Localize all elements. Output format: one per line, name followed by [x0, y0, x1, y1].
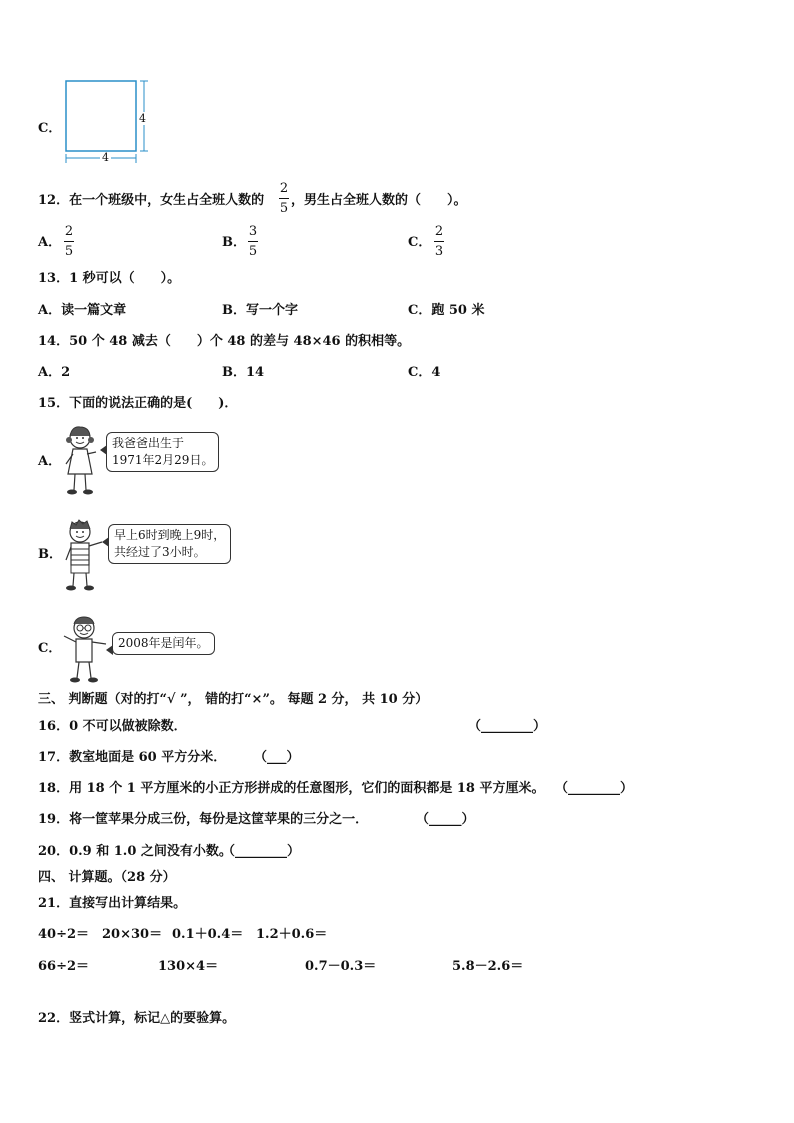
section4-heading: 四、 计算题。（28 分）	[38, 870, 176, 885]
q12-option-b-label[interactable]: B．	[222, 235, 246, 250]
q12-option-c-fraction	[434, 225, 444, 258]
q15-option-c-bubble	[112, 632, 215, 655]
q21-row2-item3: 0.7－0.3＝	[305, 959, 377, 974]
q12-fraction	[279, 182, 289, 215]
q12-option-a-num: 2	[64, 224, 74, 239]
q12-option-b-num: 3	[248, 224, 258, 239]
q15-option-b-bubble	[108, 524, 231, 564]
q21-row2-item1: 66÷2＝	[38, 959, 90, 974]
q14-option-b[interactable]: B．14	[222, 365, 265, 380]
q13-text: 13．1 秒可以（ ）。	[38, 271, 181, 286]
q22-text: 22．竖式计算，标记△的要验算。	[38, 1011, 236, 1026]
q12-option-b-fraction	[248, 225, 258, 258]
q13-option-b[interactable]: B．写一个字	[222, 303, 298, 318]
q21-row1-item1: 40÷2＝	[38, 927, 90, 942]
q16-text: 16．0 不可以做被除数．	[38, 719, 187, 734]
q15-text: 15．下面的说法正确的是( )．	[38, 396, 238, 411]
q15-option-b-line2: 共经过了3小时。	[114, 545, 206, 559]
q15-option-a-line1: 我爸爸出生于	[112, 436, 185, 450]
q12-text-before: 12．在一个班级中，女生占全班人数的	[38, 193, 265, 208]
q14-option-a[interactable]: A．2	[38, 365, 71, 380]
q16-blank[interactable]: （________）	[468, 719, 547, 734]
q21-row2-item4: 5.8－2.6＝	[452, 959, 524, 974]
q21-row1-item2: 20×30＝	[102, 927, 163, 942]
square-side-right-label: 4	[139, 112, 146, 125]
q11-option-c-label: C．	[38, 121, 62, 136]
q12-option-c-label[interactable]: C．	[408, 235, 432, 250]
q21-row2-item2: 130×4＝	[158, 959, 219, 974]
q15-option-c-line1: 2008年是闰年。	[118, 636, 209, 650]
q15-option-a-bubble	[106, 432, 219, 472]
q14-option-c[interactable]: C．4	[408, 365, 441, 380]
q12-option-a-fraction	[64, 225, 74, 258]
q20-blank[interactable]: （________）	[222, 844, 301, 859]
q15-option-b-line1: 早上6时到晚上9时，	[114, 528, 226, 542]
q17-text: 17．教室地面是 60 平方分米．	[38, 750, 227, 765]
q17-blank[interactable]: （___）	[254, 750, 300, 765]
q12-option-c-num: 2	[434, 224, 444, 239]
section3-heading: 三、 判断题（对的打“√ ”， 错的打“×”。 每题 2 分， 共 10 分）	[38, 692, 429, 707]
q12-fraction-den: 5	[279, 201, 289, 216]
q20-text: 20．0.9 和 1.0 之间没有小数。	[38, 844, 232, 859]
q15-option-b-label[interactable]: B．	[38, 547, 62, 562]
q13-option-a[interactable]: A．读一篇文章	[38, 303, 127, 318]
q12-option-b-den: 5	[248, 244, 258, 259]
q18-blank[interactable]: （________）	[555, 781, 634, 796]
q19-text: 19．将一筐苹果分成三份，每份是这筐苹果的三分之一．	[38, 812, 369, 827]
q18-text: 18．用 18 个 1 平方厘米的小正方形拼成的任意图形，它们的面积都是 18 平方厘米。	[38, 781, 545, 796]
q12-option-a-label[interactable]: A．	[38, 235, 62, 250]
square-side-bottom-label: 4	[102, 151, 109, 164]
q12-fraction-num: 2	[279, 181, 289, 196]
q21-text: 21．直接写出计算结果。	[38, 896, 187, 911]
q12-option-a-den: 5	[64, 244, 74, 259]
q14-text: 14．50 个 48 减去（ ）个 48 的差与 48×46 的积相等。	[38, 334, 411, 349]
q12-text-after: ，男生占全班人数的（ ）。	[291, 193, 467, 208]
q19-blank[interactable]: （_____）	[416, 812, 475, 827]
q12-option-c-den: 3	[434, 244, 444, 259]
boy-illustration-icon	[62, 518, 106, 594]
q15-option-a-label[interactable]: A．	[38, 454, 62, 469]
boy-glasses-illustration-icon	[62, 614, 112, 686]
q13-option-c[interactable]: C．跑 50 米	[408, 303, 485, 318]
q21-row1-item4: 1.2＋0.6＝	[256, 927, 328, 942]
q15-option-a-line2: 1971年2月29日。	[112, 453, 214, 467]
q21-row1-item3: 0.1＋0.4＝	[172, 927, 244, 942]
q15-option-c-label[interactable]: C．	[38, 641, 62, 656]
girl-illustration-icon	[62, 424, 102, 498]
